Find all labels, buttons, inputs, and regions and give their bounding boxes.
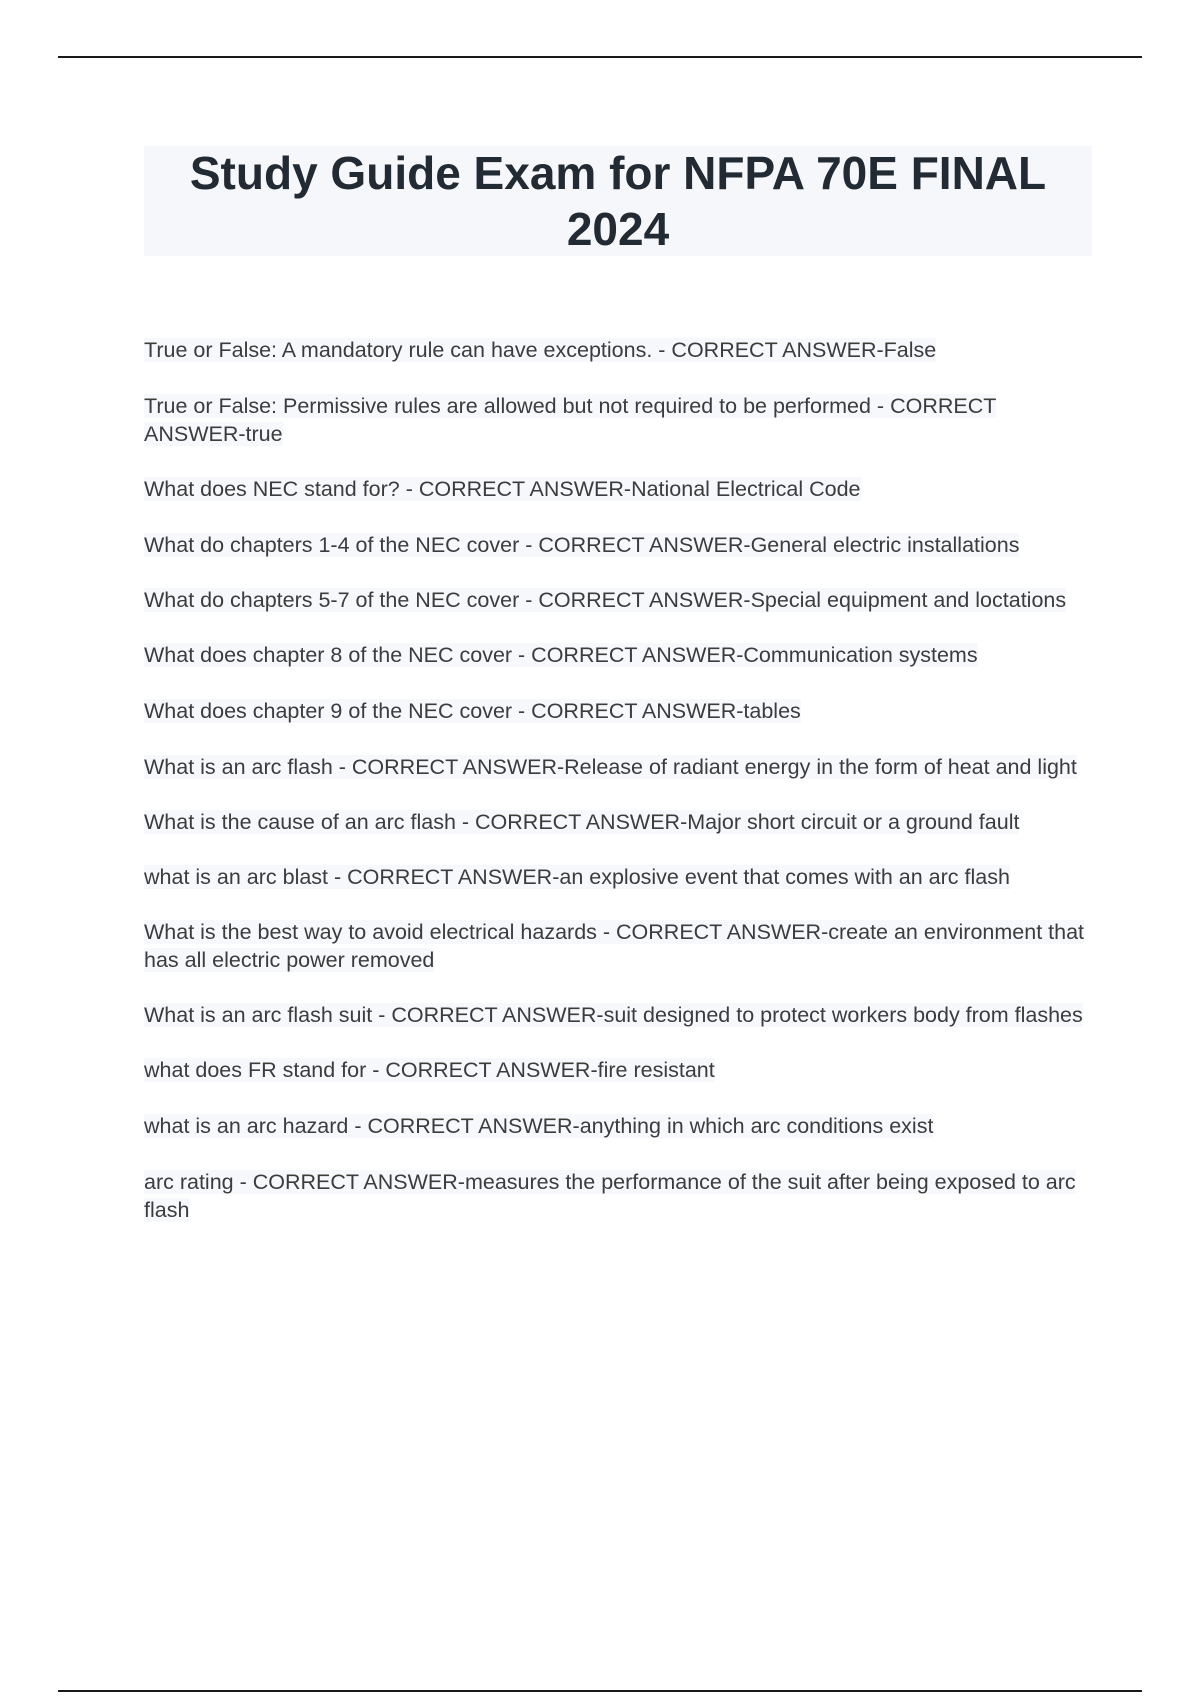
- qa-item-12: [144, 1001, 1094, 1029]
- top-rule: [58, 56, 1142, 58]
- qa-item-1: [144, 336, 1094, 364]
- qa-item-14: [144, 1112, 1094, 1140]
- qa-text: True or False: Permissive rules are allowed but not required to be performed - CORRECT ANSWER-true: [144, 394, 997, 446]
- qa-text: what does FR stand for - CORRECT ANSWER-fire resistant: [144, 1058, 715, 1082]
- qa-item-3: [144, 475, 1094, 503]
- qa-text: True or False: A mandatory rule can have exceptions. - CORRECT ANSWER-False: [144, 338, 937, 362]
- qa-item-11: [144, 918, 1094, 974]
- qa-item-4: [144, 531, 1094, 559]
- qa-text: What do chapters 5-7 of the NEC cover - CORRECT ANSWER-Special equipment and loctations: [144, 588, 1067, 612]
- qa-text: What is an arc flash - CORRECT ANSWER-Release of radiant energy in the form of heat and light: [144, 755, 1077, 779]
- qa-text: What is the cause of an arc flash - CORRECT ANSWER-Major short circuit or a ground fault: [144, 810, 1020, 834]
- qa-text: What do chapters 1-4 of the NEC cover - CORRECT ANSWER-General electric installations: [144, 533, 1020, 557]
- qa-text: what is an arc hazard - CORRECT ANSWER-anything in which arc conditions exist: [144, 1114, 934, 1138]
- qa-item-10: [144, 863, 1094, 891]
- qa-text: What is the best way to avoid electrical hazards - CORRECT ANSWER-create an environment that has all electric power removed: [144, 920, 1085, 972]
- qa-text: What is an arc flash suit - CORRECT ANSWER-suit designed to protect workers body from flashes: [144, 1003, 1083, 1027]
- qa-item-5: [144, 586, 1094, 614]
- page-title: Study Guide Exam for NFPA 70E FINAL 2024: [189, 147, 1047, 255]
- bottom-rule: [58, 1690, 1142, 1692]
- qa-item-15: [144, 1168, 1094, 1224]
- qa-item-13: [144, 1056, 1094, 1084]
- qa-item-8: [144, 753, 1094, 781]
- qa-text: what is an arc blast - CORRECT ANSWER-an explosive event that comes with an arc flash: [144, 865, 1010, 889]
- qa-text: arc rating - CORRECT ANSWER-measures the performance of the suit after being exposed to arc flash: [144, 1170, 1076, 1222]
- qa-text: What does chapter 8 of the NEC cover - CORRECT ANSWER-Communication systems: [144, 643, 978, 667]
- qa-list: [144, 336, 1094, 1224]
- qa-item-2: [144, 392, 1094, 448]
- qa-item-7: [144, 697, 1094, 725]
- qa-item-6: [144, 641, 1094, 669]
- qa-text: What does chapter 9 of the NEC cover - CORRECT ANSWER-tables: [144, 699, 801, 723]
- title-box: [144, 146, 1092, 256]
- qa-text: What does NEC stand for? - CORRECT ANSWER-National Electrical Code: [144, 477, 861, 501]
- qa-item-9: [144, 808, 1094, 836]
